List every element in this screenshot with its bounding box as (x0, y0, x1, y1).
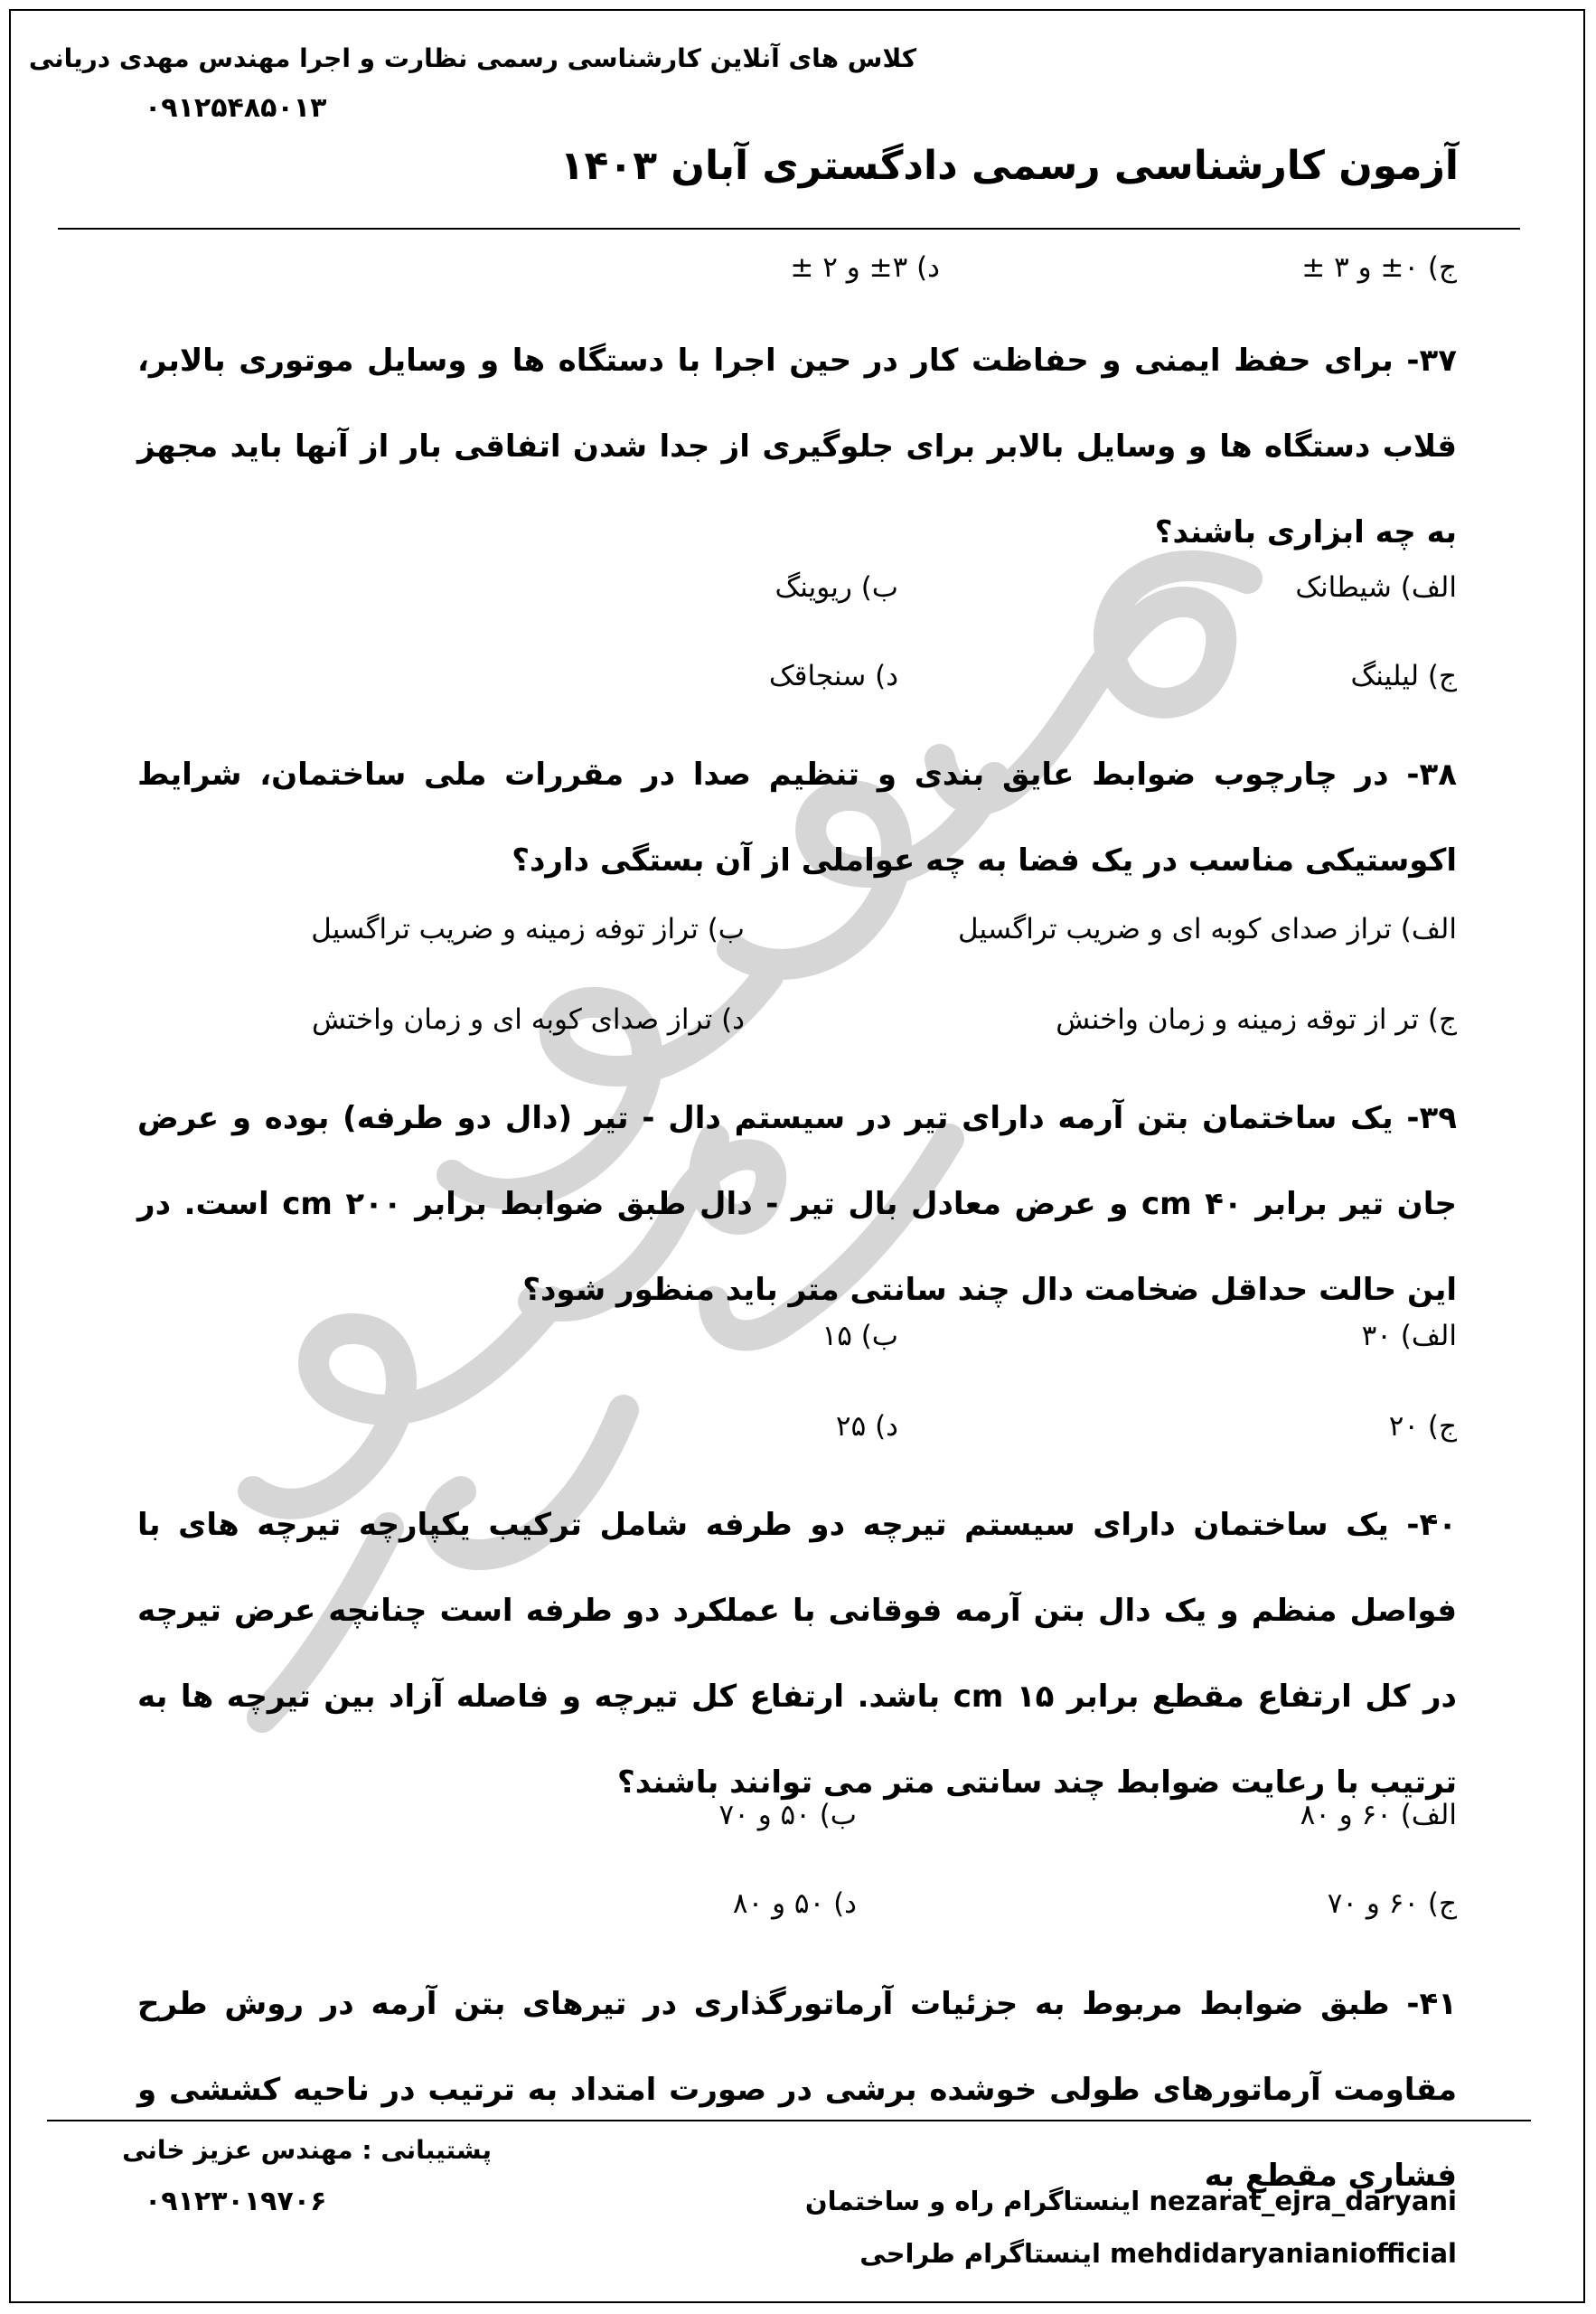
footer-support-phone: ۰۹۱۲۳۰۱۹۷۰۶ (145, 2186, 327, 2217)
question-37: ۳۷- برای حفظ ایمنی و حفاظت کار در حین اجرا با دستگاه ها و وسایل موتوری بالابر، قلاب دستگاه ها و وسایل بالابر برای جلوگیری از جدا شدن اتفاقی بار از آنها باید مجهز به چه ابزاری باشند؟ (137, 343, 1457, 550)
q38-option-b: ب) تراز توفه زمینه و ضریب تراگسیل (311, 913, 745, 945)
prev-option-d: د) ۳± و ۲ ± (790, 251, 940, 284)
q37-option-a: الف) شیطانک (1295, 571, 1457, 604)
question-40: ۴۰- یک ساختمان دارای سیستم تیرچه دو طرفه شامل ترکیب یکپارچه تیرچه های با فواصل منظم و یک دال بتن آرمه فوقانی با عملکرد دو طرفه است چنانچه عرض تیرچه در کل ارتفاع مقطع برابر cm ۱۵ باشد. ارتفاع کل تیرچه و فاصله آزاد بین تیرچه ها به ترتیب با رعایت ضوابط چند سانتی متر می توانند باشند؟ (137, 1507, 1457, 1801)
q40-option-d: د) ۵۰ و ۸۰ (732, 1887, 857, 1920)
question-39: ۳۹- یک ساختمان بتن آرمه دارای تیر در سیستم دال - تیر (دال دو طرفه) بوده و عرض جان تیر برابر cm ۴۰ و عرض معادل بال تیر - دال طبق ضوابط برابر cm ۲۰۰ است. در این حالت حداقل ضخامت دال چند سانتی متر باید منظور شود؟ (137, 1100, 1457, 1308)
q38-option-c: ج) تر از توقه زمینه و زمان واخنش (1056, 1003, 1457, 1036)
footer-instagram-design: mehdidaryanianiofficial اینستاگرام طراحی (859, 2238, 1457, 2269)
q40-option-b: ب) ۵۰ و ۷۰ (718, 1799, 857, 1831)
q39-option-d: د) ۲۵ (835, 1410, 898, 1443)
q37-option-c: ج) لیلینگ (1350, 660, 1457, 692)
q39-option-b: ب) ۱۵ (821, 1320, 898, 1352)
q39-option-c: ج) ۲۰ (1388, 1410, 1457, 1443)
q37-option-d: د) سنجاقک (768, 660, 898, 692)
header-divider (58, 228, 1520, 230)
q40-option-a: الف) ۶۰ و ۸۰ (1300, 1799, 1457, 1831)
q40-option-c: ج) ۶۰ و ۷۰ (1327, 1887, 1457, 1920)
footer-instagram-construction: nezarat_ejra_daryani اینستاگرام راه و ساختمان (804, 2186, 1457, 2216)
question-38: ۳۸- در چارچوب ضوابط عایق بندی و تنظیم صدا در مقررات ملی ساختمان، شرایط اکوستیکی مناسب در یک فضا به چه عواملی از آن بستگی دارد؟ (137, 757, 1457, 879)
q38-option-a: الف) تراز صدای کوبه ای و ضریب تراگسیل (958, 913, 1457, 945)
question-41: ۴۱- طبق ضوابط مربوط به جزئیات آرماتورگذاری در تیرهای بتن آرمه در روش طرح مقاومت آرماتورهای طولی خوشده برشی در صورت امتداد به ترتیب در ناحیه کششی و فشاری مقطع به (137, 1986, 1457, 2194)
prev-option-c: ج) ۰± و ۳ ± (1301, 251, 1457, 284)
exam-title: آزمون کارشناسی رسمی دادگستری آبان ۱۴۰۳ (559, 143, 1459, 189)
q37-option-b: ب) ریوینگ (775, 571, 898, 604)
q38-option-d: د) تراز صدای کوبه ای و زمان واختش (312, 1003, 745, 1036)
header-phone: ۰۹۱۲۵۴۸۵۰۱۳ (145, 92, 327, 124)
footer-support: پشتیبانی : مهندس عزیز خانی (122, 2135, 492, 2165)
footer-divider (47, 2120, 1531, 2121)
q39-option-a: الف) ۳۰ (1361, 1320, 1457, 1352)
header-institute: کلاس های آنلاین کارشناسی رسمی نظارت و اجرا مهندس مهدی دریانی (28, 43, 916, 73)
